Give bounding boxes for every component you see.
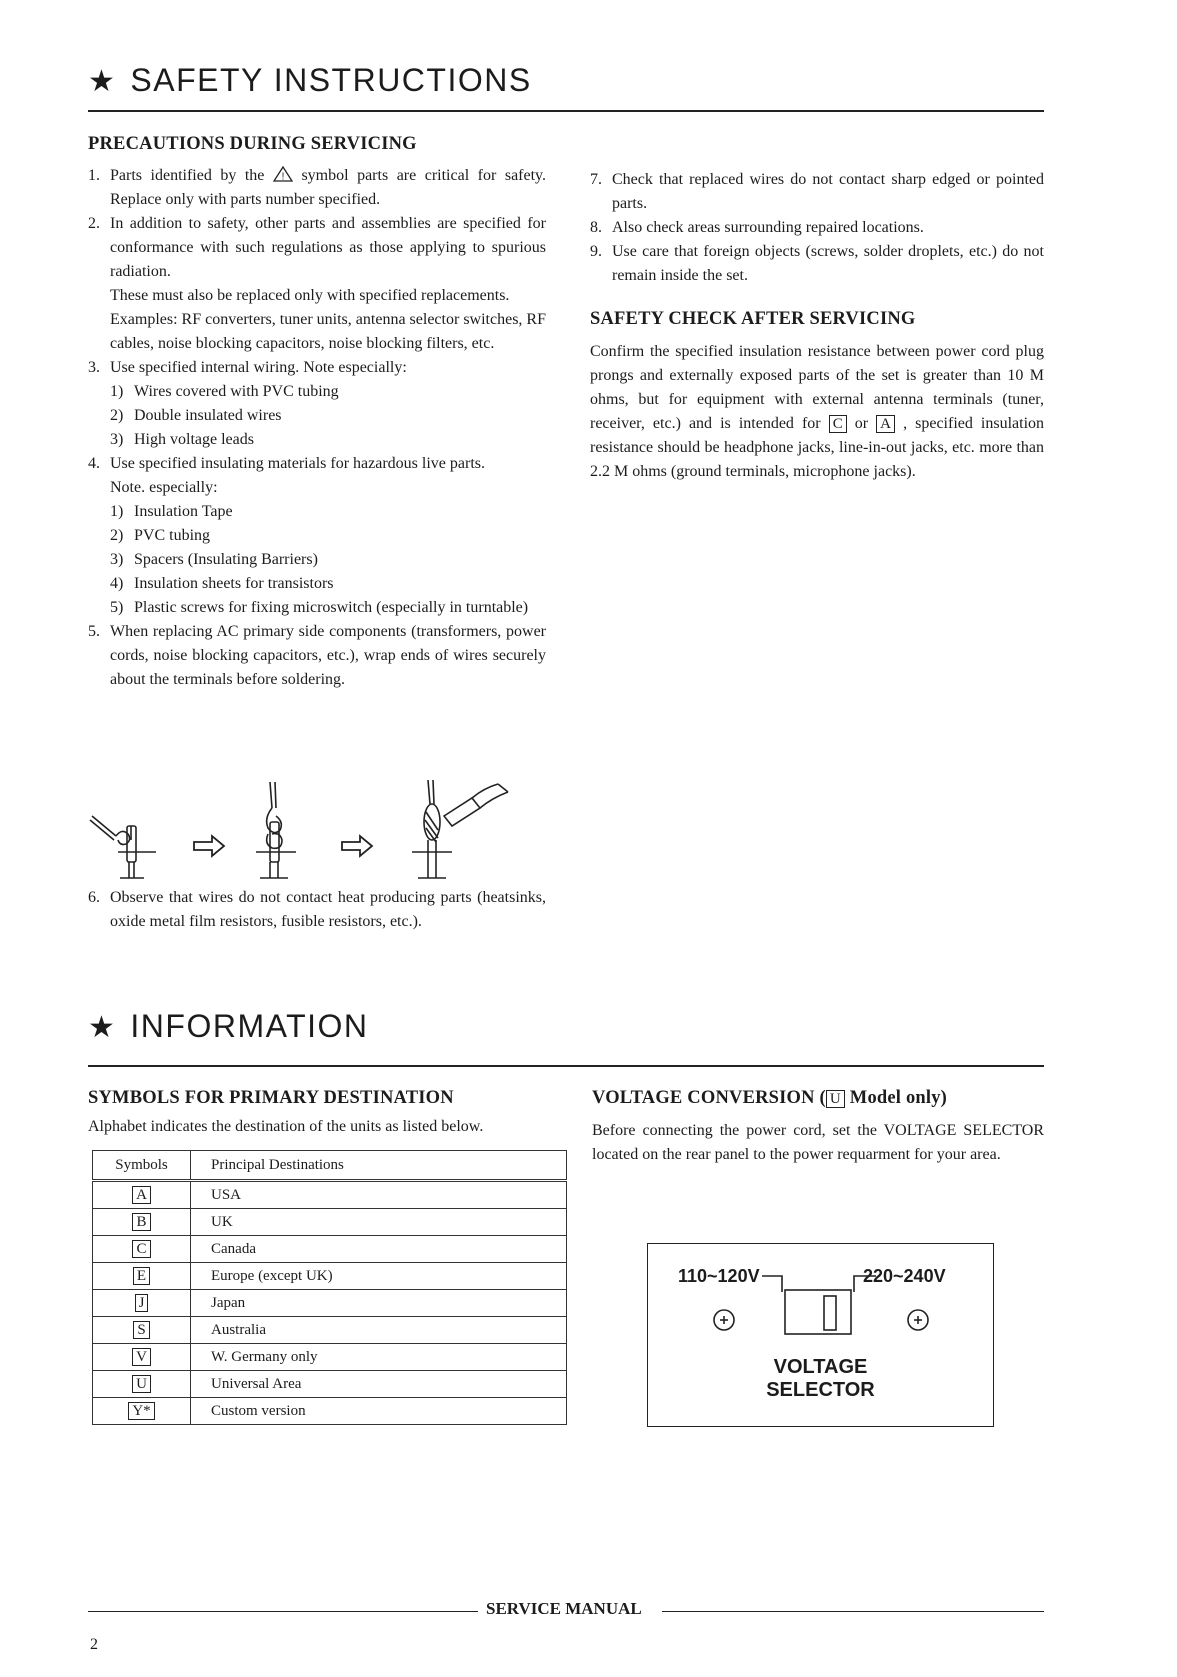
column-header-symbols: Symbols bbox=[93, 1151, 191, 1181]
table-row: Y* Custom version bbox=[93, 1398, 567, 1425]
table-row: A USA bbox=[93, 1181, 567, 1209]
table-row: S Australia bbox=[93, 1317, 567, 1344]
symbol-box: U bbox=[132, 1375, 151, 1393]
terminal-step-2 bbox=[256, 782, 296, 878]
precautions-heading: PRECAUTIONS DURING SERVICING bbox=[88, 134, 417, 154]
column-header-destinations: Principal Destinations bbox=[191, 1151, 567, 1181]
footer-label: SERVICE MANUAL bbox=[486, 1599, 642, 1618]
voltage-heading: VOLTAGE CONVERSION ( U Model only) bbox=[592, 1088, 948, 1108]
list-item: 4. Use specified insulating materials for hazardous live parts. Note. especially: 1) Insulation Tape 2) PVC tubing 3) Spacers (Insulating Barriers) 4) Insulation sheets for transistors 5) Plastic screws for fixing microswitch (especially in turntable) bbox=[88, 452, 546, 620]
table-row: J Japan bbox=[93, 1290, 567, 1317]
information-section-title: ★ INFORMATION bbox=[88, 1008, 369, 1044]
safety-section-title: ★ SAFETY INSTRUCTIONS bbox=[88, 62, 532, 98]
voltage-selector-diagram bbox=[647, 1243, 994, 1427]
table-row: V W. Germany only bbox=[93, 1344, 567, 1371]
symbols-intro: Alphabet indicates the destination of the units as listed below. bbox=[88, 1118, 484, 1135]
table-row: E Europe (except UK) bbox=[93, 1263, 567, 1290]
list-item: 5. When replacing AC primary side components (transformers, power cords, noise blocking capacitors, etc.), wrap ends of wires securely about the terminals before soldering. bbox=[88, 623, 546, 688]
footer-rule-left bbox=[88, 1611, 478, 1612]
wire-wrapping-illustration bbox=[88, 778, 548, 888]
safety-title-rule bbox=[88, 110, 1044, 112]
sub-list-item: 3) High voltage leads bbox=[110, 431, 254, 448]
svg-text:!: ! bbox=[281, 171, 285, 182]
destination-table bbox=[92, 1150, 567, 1425]
precautions-list-right bbox=[590, 168, 1044, 288]
terminal-step-3-soldered bbox=[412, 780, 508, 878]
list-item: 2. In addition to safety, other parts and assemblies are specified for conformance with such regulations as those applying to spurious radiation. These must also be replaced only with specified replacements. Examples: RF converters, tuner units, antenna selector switches, RF cables, noise blocking capacitors, noise blocking filters, etc. bbox=[88, 215, 546, 352]
arrow-right-icon bbox=[342, 836, 372, 856]
symbol-box: B bbox=[132, 1213, 150, 1231]
symbol-box-a: A bbox=[876, 415, 895, 433]
symbol-box: C bbox=[132, 1240, 150, 1258]
sub-list-item: 3) Spacers (Insulating Barriers) bbox=[110, 551, 318, 568]
terminal-step-1 bbox=[90, 816, 156, 878]
table-row: B UK bbox=[93, 1209, 567, 1236]
table-row: C Canada bbox=[93, 1236, 567, 1263]
footer-rule-right bbox=[662, 1611, 1044, 1612]
sub-list-item: 4) Insulation sheets for transistors bbox=[110, 575, 334, 592]
list-item: 6. Observe that wires do not contact heat producing parts (heatsinks, oxide metal film resistors, fusible resistors, etc.). bbox=[88, 889, 546, 930]
symbols-heading: SYMBOLS FOR PRIMARY DESTINATION bbox=[88, 1088, 454, 1108]
symbol-box-u: U bbox=[826, 1090, 845, 1108]
symbol-box: J bbox=[135, 1294, 149, 1312]
sub-list bbox=[110, 380, 546, 452]
safety-check-heading: SAFETY CHECK AFTER SERVICING bbox=[590, 309, 916, 329]
star-icon: ★ bbox=[88, 1011, 117, 1044]
table-row: U Universal Area bbox=[93, 1371, 567, 1398]
voltage-selector-label: VOLTAGE SELECTOR bbox=[766, 1356, 875, 1401]
sub-list-item: 2) PVC tubing bbox=[110, 527, 211, 544]
arrow-right-icon bbox=[194, 836, 224, 856]
precautions-list-left-cont bbox=[88, 886, 546, 934]
page-number: 2 bbox=[90, 1636, 98, 1653]
warning-triangle-icon bbox=[273, 166, 293, 182]
symbol-box: Y* bbox=[128, 1402, 154, 1420]
symbol-box: S bbox=[133, 1321, 149, 1339]
star-icon: ★ bbox=[88, 65, 117, 98]
table-header-row bbox=[93, 1151, 567, 1181]
list-item: 1. Parts identified by the ! symbol parts are critical for safety. Replace only with parts number specified. bbox=[88, 167, 546, 208]
list-item: 3. Use specified internal wiring. Note especially: 1) Wires covered with PVC tubing 2) Double insulated wires 3) High voltage leads bbox=[88, 356, 546, 452]
symbol-box: A bbox=[132, 1186, 151, 1204]
symbol-box-c: C bbox=[829, 415, 847, 433]
list-item: 7. Check that replaced wires do not contact sharp edged or pointed parts. bbox=[590, 171, 1044, 212]
symbol-box: V bbox=[132, 1348, 151, 1366]
sub-list-item: 1) Wires covered with PVC tubing bbox=[110, 383, 339, 400]
sub-list-item: 1) Insulation Tape bbox=[110, 503, 233, 520]
precautions-list-left bbox=[88, 164, 546, 692]
sub-list-item: 5) Plastic screws for fixing microswitch (especially in turntable) bbox=[110, 599, 529, 616]
voltage-paragraph: Before connecting the power cord, set the VOLTAGE SELECTOR located on the rear panel to the power requarment for your area. bbox=[592, 1122, 1044, 1163]
symbol-box: E bbox=[133, 1267, 150, 1285]
list-item: 9. Use care that foreign objects (screws, solder droplets, etc.) do not remain inside the set. bbox=[590, 243, 1044, 284]
list-item: 8. Also check areas surrounding repaired locations. bbox=[590, 219, 924, 236]
voltage-label-low: 110~120V bbox=[678, 1266, 760, 1286]
information-title-rule bbox=[88, 1065, 1044, 1067]
sub-list-item: 2) Double insulated wires bbox=[110, 407, 282, 424]
sub-list bbox=[110, 500, 546, 620]
voltage-label-high: 220~240V bbox=[863, 1266, 946, 1286]
safety-check-paragraph: Confirm the specified insulation resistance between power cord plug prongs and externally exposed parts of the set is greater than 10 M ohms, but for equipment with external antenna terminals (tuner, receiver, etc.) and is intended for C or A , specified insulation resistance should be headphone jacks, line-in-out jacks, etc. more than 2.2 M ohms (ground terminals, microphone jacks). bbox=[590, 343, 1045, 480]
